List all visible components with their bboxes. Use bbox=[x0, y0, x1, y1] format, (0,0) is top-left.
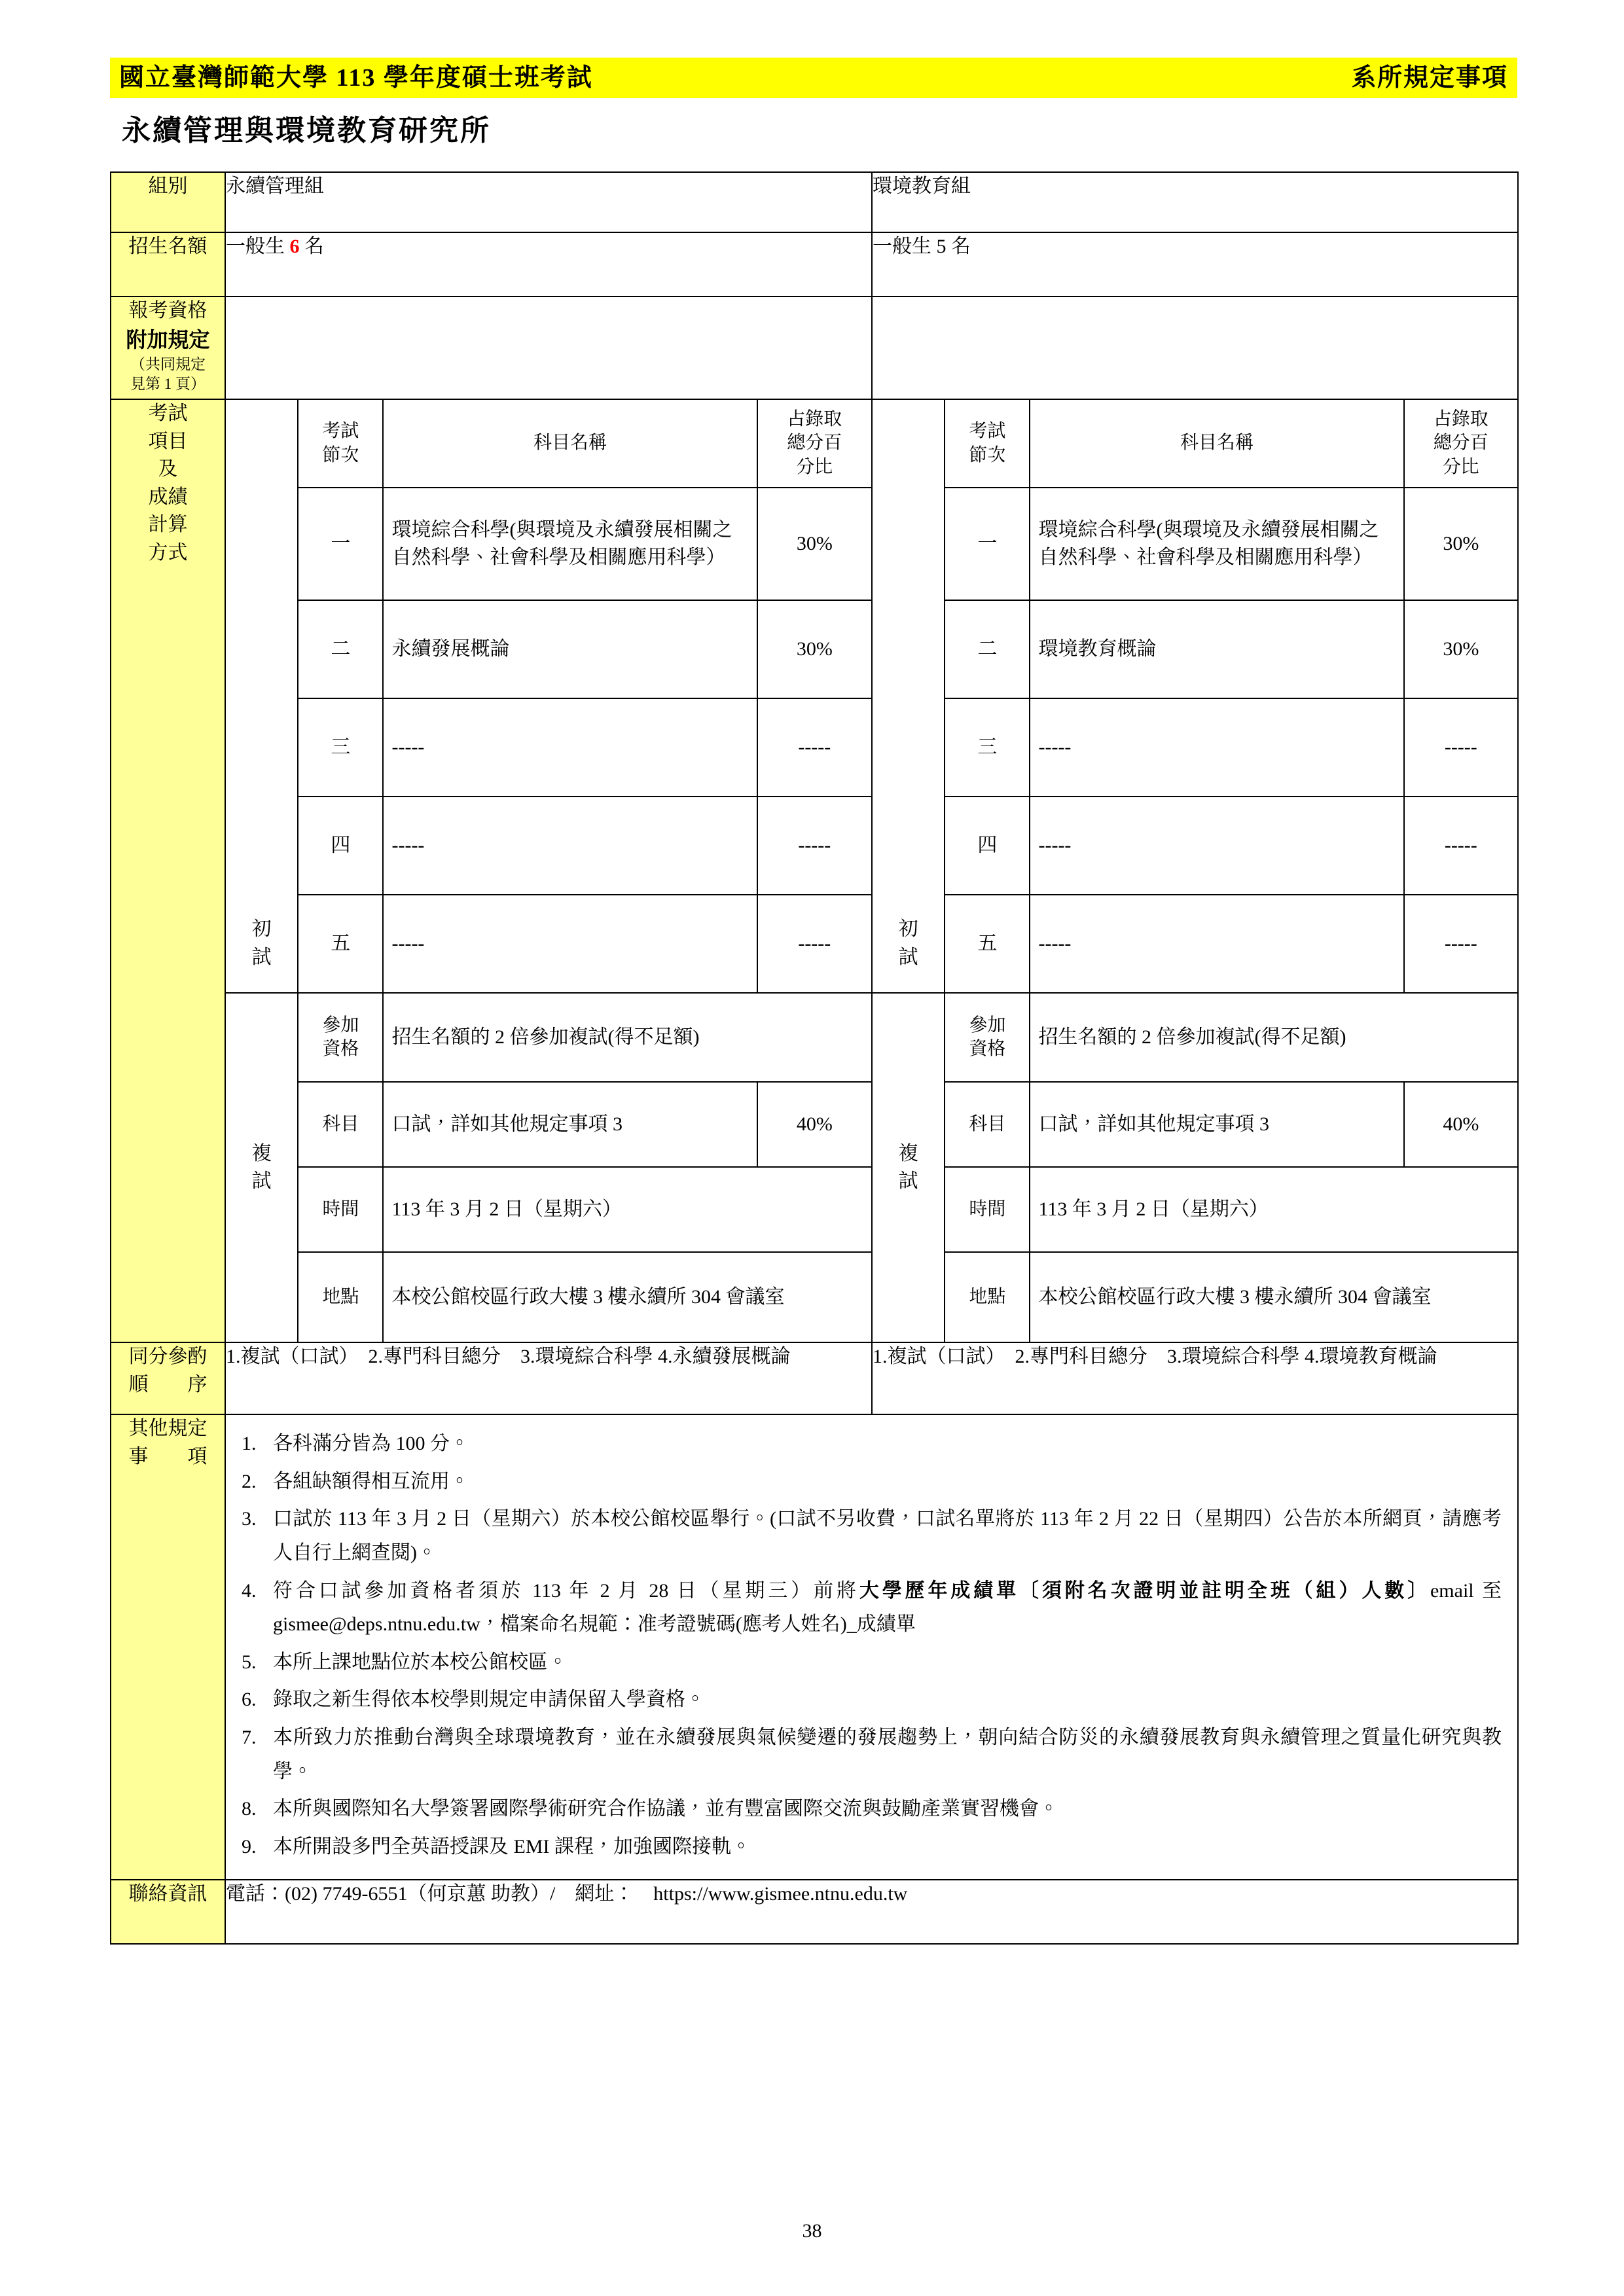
row-label-eligibility-line2: 附加規定 bbox=[126, 327, 210, 351]
group-name-sustainability: 永續管理組 bbox=[225, 172, 872, 232]
retest-label-eligibility-line1: 參加 bbox=[322, 1014, 359, 1035]
retest-label-eligibility bbox=[298, 993, 383, 1082]
list-item bbox=[239, 1502, 1502, 1570]
list-item bbox=[239, 1645, 1502, 1679]
list-item bbox=[239, 1830, 1502, 1864]
quota-number-sustainability: 6 bbox=[289, 236, 300, 257]
list-item-text-b-emphasis: 大學歷年成績單〔須附名次證明並註明全班（組）人數〕 bbox=[859, 1579, 1430, 1602]
retest-value-subject: 口試，詳如其他規定事項 3 bbox=[383, 1082, 757, 1167]
exam-header-row bbox=[873, 400, 1517, 488]
eligibility-envedu bbox=[872, 296, 1518, 399]
retest-label-eligibility bbox=[945, 993, 1030, 1082]
exam-row bbox=[873, 895, 1517, 993]
exam-header-percent-line2: 總分百 bbox=[1433, 433, 1489, 454]
exam-subject: ----- bbox=[383, 698, 757, 797]
list-item-number: 9. bbox=[242, 1835, 257, 1857]
retest-row bbox=[226, 1252, 871, 1342]
exam-subject: ----- bbox=[383, 797, 757, 895]
retest-label-subject: 科目 bbox=[945, 1082, 1030, 1167]
exam-row bbox=[873, 797, 1517, 895]
exam-header-percent-line1: 占錄取 bbox=[1433, 409, 1489, 429]
exam-percent: ----- bbox=[757, 895, 871, 993]
exam-block-envedu bbox=[872, 399, 1518, 1342]
list-item-number: 8. bbox=[242, 1798, 257, 1820]
exam-percent: 30% bbox=[1404, 488, 1517, 600]
other-rules-list bbox=[226, 1415, 1517, 1879]
table-row-eligibility bbox=[111, 296, 1518, 399]
retest-row bbox=[226, 1167, 871, 1252]
row-label-contact: 聯絡資訊 bbox=[111, 1880, 225, 1944]
retest-row bbox=[873, 993, 1517, 1082]
retest-row bbox=[226, 993, 871, 1082]
exam-subject: ----- bbox=[1030, 895, 1403, 993]
quota-prefix-sustainability: 一般生 bbox=[226, 236, 290, 257]
exam-row bbox=[873, 698, 1517, 797]
list-item bbox=[239, 1721, 1502, 1788]
admission-requirements-table bbox=[110, 171, 1519, 1945]
exam-row bbox=[226, 488, 871, 600]
exam-session: 五 bbox=[945, 895, 1030, 993]
retest-value-location: 本校公館校區行政大樓 3 樓永續所 304 會議室 bbox=[1030, 1252, 1517, 1342]
row-label-exam-items-3: 成績 bbox=[148, 486, 188, 508]
exam-subject: ----- bbox=[1030, 698, 1403, 797]
retest-label-eligibility-line2: 資格 bbox=[969, 1039, 1006, 1060]
table-row-tiebreak bbox=[111, 1342, 1518, 1414]
exam-percent: 30% bbox=[757, 488, 871, 600]
table-row-group bbox=[111, 172, 1518, 232]
list-item-number: 5. bbox=[242, 1651, 257, 1673]
row-label-eligibility-note2: 見第 1 頁） bbox=[130, 375, 206, 392]
exam-session: 一 bbox=[298, 488, 383, 600]
exam-header-percent bbox=[1404, 400, 1517, 488]
list-item-text: 口試於 113 年 3 月 2 日（星期六）於本校公館校區舉行。(口試不另收費，口試名單將於 113 年 2 月 22 日（星期四）公告於本所網頁，請應考人自行上網查閱)。 bbox=[273, 1508, 1502, 1564]
stage-label-preliminary-char1: 初 bbox=[898, 918, 918, 941]
table-row-exam-items bbox=[111, 399, 1518, 1342]
list-item-text: 本所開設多門全英語授課及 EMI 課程，加強國際接軌。 bbox=[273, 1835, 751, 1857]
list-item bbox=[239, 1683, 1502, 1717]
row-label-exam-items-4: 計算 bbox=[148, 514, 188, 536]
exam-header-session bbox=[298, 400, 383, 488]
stage-label-preliminary-char2: 試 bbox=[898, 946, 918, 968]
stage-label-retest-char2: 試 bbox=[251, 1170, 272, 1193]
table-row-contact bbox=[111, 1880, 1518, 1944]
retest-label-eligibility-line1: 參加 bbox=[969, 1014, 1006, 1035]
retest-row bbox=[873, 1082, 1517, 1167]
group-name-envedu: 環境教育組 bbox=[872, 172, 1518, 232]
retest-label-time: 時間 bbox=[298, 1167, 383, 1252]
retest-value-time: 113 年 3 月 2 日（星期六） bbox=[1030, 1167, 1517, 1252]
row-label-quota: 招生名額 bbox=[111, 232, 225, 296]
stage-label-retest bbox=[873, 993, 945, 1342]
retest-percent-subject: 40% bbox=[757, 1082, 871, 1167]
list-item-number: 7. bbox=[242, 1726, 257, 1748]
exam-row bbox=[873, 600, 1517, 698]
exam-subject: 環境綜合科學(與環境及永續發展相關之自然科學、社會科學及相關應用科學） bbox=[383, 488, 757, 600]
retest-row bbox=[226, 1082, 871, 1167]
contact-info: 電話：(02) 7749-6551（何京蕙 助教）/ 網址： https://www.gismee.ntnu.edu.tw bbox=[225, 1880, 1518, 1944]
quota-sustainability bbox=[225, 232, 872, 296]
running-header-right-title: 系所規定事項 bbox=[1350, 64, 1508, 92]
exam-subject: 永續發展概論 bbox=[383, 600, 757, 698]
row-label-eligibility-note1: （共同規定 bbox=[130, 356, 206, 373]
retest-value-subject: 口試，詳如其他規定事項 3 bbox=[1030, 1082, 1403, 1167]
exam-percent: ----- bbox=[757, 797, 871, 895]
list-item-text-a: 符合口試參加資格者須於 113 年 2 月 28 日（星期三）前將 bbox=[273, 1579, 859, 1602]
exam-header-percent-line3: 分比 bbox=[796, 456, 833, 477]
running-header-left-title: 國立臺灣師範大學 113 學年度碩士班考試 bbox=[119, 64, 593, 92]
exam-header-percent-line3: 分比 bbox=[1442, 456, 1479, 477]
exam-percent: 30% bbox=[757, 600, 871, 698]
exam-row bbox=[226, 797, 871, 895]
exam-session: 二 bbox=[298, 600, 383, 698]
row-label-other-rules bbox=[111, 1414, 225, 1880]
list-item-number: 4. bbox=[242, 1579, 257, 1602]
exam-table-envedu bbox=[873, 400, 1517, 1342]
exam-session: 一 bbox=[945, 488, 1030, 600]
list-item-number: 1. bbox=[242, 1433, 257, 1455]
list-item bbox=[239, 1427, 1502, 1461]
stage-label-retest bbox=[226, 993, 298, 1342]
list-item-text-c: email 至 gismee@deps.ntnu.edu.tw，檔案命名規範：准考證號碼(應考人姓名)_成績單 bbox=[273, 1579, 1502, 1636]
stage-label-preliminary-char2: 試 bbox=[251, 946, 272, 968]
exam-subject: 環境綜合科學(與環境及永續發展相關之自然科學、社會科學及相關應用科學） bbox=[1030, 488, 1403, 600]
retest-label-location: 地點 bbox=[298, 1252, 383, 1342]
retest-value-eligibility: 招生名額的 2 倍參加複試(得不足額) bbox=[383, 993, 871, 1082]
list-item-text: 各組缺額得相互流用。 bbox=[273, 1470, 469, 1492]
retest-row bbox=[873, 1252, 1517, 1342]
list-item-text: 本所上課地點位於本校公館校區。 bbox=[273, 1651, 568, 1673]
exam-percent: ----- bbox=[757, 698, 871, 797]
exam-subject: 環境教育概論 bbox=[1030, 600, 1403, 698]
row-label-exam-items-5: 方式 bbox=[148, 541, 188, 564]
retest-value-eligibility: 招生名額的 2 倍參加複試(得不足額) bbox=[1030, 993, 1517, 1082]
list-item-text: 本所致力於推動台灣與全球環境教育，並在永續發展與氣候變遷的發展趨勢上，朝向結合防災的永續發展教育與永續管理之質量化研究與教學。 bbox=[273, 1726, 1502, 1782]
table-row-other-rules bbox=[111, 1414, 1518, 1880]
row-label-exam-items-1: 項目 bbox=[148, 430, 188, 452]
exam-header-session-line2: 節次 bbox=[322, 444, 359, 465]
exam-session: 四 bbox=[945, 797, 1030, 895]
exam-header-row bbox=[226, 400, 871, 488]
list-item bbox=[239, 1574, 1502, 1641]
exam-subject: ----- bbox=[1030, 797, 1403, 895]
row-label-tiebreak-line2: 順 序 bbox=[128, 1373, 208, 1395]
row-label-group: 組別 bbox=[111, 172, 225, 232]
exam-header-subject: 科目名稱 bbox=[383, 400, 757, 488]
row-label-eligibility bbox=[111, 296, 225, 399]
tiebreak-sustainability: 1.複試（口試） 2.專門科目總分 3.環境綜合科學 4.永續發展概論 bbox=[225, 1342, 872, 1414]
quota-suffix-sustainability: 名 bbox=[299, 236, 324, 257]
list-item-number: 3. bbox=[242, 1508, 257, 1530]
exam-session: 二 bbox=[945, 600, 1030, 698]
exam-table-sustainability bbox=[226, 400, 871, 1342]
exam-row bbox=[226, 895, 871, 993]
exam-percent: ----- bbox=[1404, 698, 1517, 797]
stage-label-preliminary bbox=[873, 895, 945, 993]
eligibility-sustainability bbox=[225, 296, 872, 399]
retest-row bbox=[873, 1167, 1517, 1252]
row-label-other-rules-line2: 事 項 bbox=[128, 1445, 208, 1467]
list-item-number: 2. bbox=[242, 1470, 257, 1492]
department-title: 永續管理與環境教育研究所 bbox=[122, 115, 491, 147]
exam-session: 三 bbox=[945, 698, 1030, 797]
exam-header-session-line1: 考試 bbox=[969, 421, 1006, 442]
list-item bbox=[239, 1465, 1502, 1499]
row-label-eligibility-line1: 報考資格 bbox=[128, 300, 208, 321]
quota-envedu: 一般生 5 名 bbox=[872, 232, 1518, 296]
row-label-exam-items bbox=[111, 399, 225, 1342]
exam-subject: ----- bbox=[383, 895, 757, 993]
list-item-text: 本所與國際知名大學簽署國際學術研究合作協議，並有豐富國際交流與鼓勵產業實習機會。 bbox=[273, 1798, 1058, 1820]
list-item bbox=[239, 1792, 1502, 1826]
list-item-text: 各科滿分皆為 100 分。 bbox=[273, 1433, 469, 1455]
exam-row bbox=[226, 698, 871, 797]
row-label-tiebreak-line1: 同分參酌 bbox=[128, 1346, 208, 1368]
row-label-exam-items-0: 考試 bbox=[148, 403, 188, 424]
exam-header-percent bbox=[757, 400, 871, 488]
exam-session: 三 bbox=[298, 698, 383, 797]
exam-row bbox=[226, 600, 871, 698]
exam-header-session-line2: 節次 bbox=[969, 444, 1006, 465]
exam-block-sustainability bbox=[225, 399, 872, 1342]
row-label-exam-items-2: 及 bbox=[158, 458, 178, 480]
retest-label-subject: 科目 bbox=[298, 1082, 383, 1167]
list-item-text: 錄取之新生得依本校學則規定申請保留入學資格。 bbox=[273, 1689, 705, 1711]
exam-row bbox=[873, 488, 1517, 600]
exam-header-session bbox=[945, 400, 1030, 488]
stage-label-preliminary bbox=[226, 895, 298, 993]
row-label-other-rules-line1: 其他規定 bbox=[128, 1418, 208, 1440]
retest-value-location: 本校公館校區行政大樓 3 樓永續所 304 會議室 bbox=[383, 1252, 871, 1342]
exam-session: 五 bbox=[298, 895, 383, 993]
page-number: 38 bbox=[802, 2220, 822, 2242]
stage-label-retest-char1: 複 bbox=[898, 1142, 918, 1164]
exam-percent: 30% bbox=[1404, 600, 1517, 698]
stage-label-retest-char1: 複 bbox=[251, 1142, 272, 1164]
retest-label-time: 時間 bbox=[945, 1167, 1030, 1252]
stage-label-preliminary-char1: 初 bbox=[251, 918, 272, 941]
running-header bbox=[110, 58, 1517, 98]
exam-percent: ----- bbox=[1404, 797, 1517, 895]
exam-header-session-line1: 考試 bbox=[322, 421, 359, 442]
tiebreak-envedu: 1.複試（口試） 2.專門科目總分 3.環境綜合科學 4.環境教育概論 bbox=[872, 1342, 1518, 1414]
retest-label-location: 地點 bbox=[945, 1252, 1030, 1342]
exam-header-subject: 科目名稱 bbox=[1030, 400, 1403, 488]
table-row-quota bbox=[111, 232, 1518, 296]
exam-header-percent-line2: 總分百 bbox=[787, 433, 842, 454]
exam-session: 四 bbox=[298, 797, 383, 895]
exam-percent: ----- bbox=[1404, 895, 1517, 993]
row-label-tiebreak bbox=[111, 1342, 225, 1414]
retest-value-time: 113 年 3 月 2 日（星期六） bbox=[383, 1167, 871, 1252]
retest-label-eligibility-line2: 資格 bbox=[322, 1039, 359, 1060]
list-item-number: 6. bbox=[242, 1689, 257, 1711]
stage-label-retest-char2: 試 bbox=[898, 1170, 918, 1193]
retest-percent-subject: 40% bbox=[1404, 1082, 1517, 1167]
exam-header-percent-line1: 占錄取 bbox=[787, 409, 842, 429]
other-rules-cell bbox=[225, 1414, 1518, 1880]
